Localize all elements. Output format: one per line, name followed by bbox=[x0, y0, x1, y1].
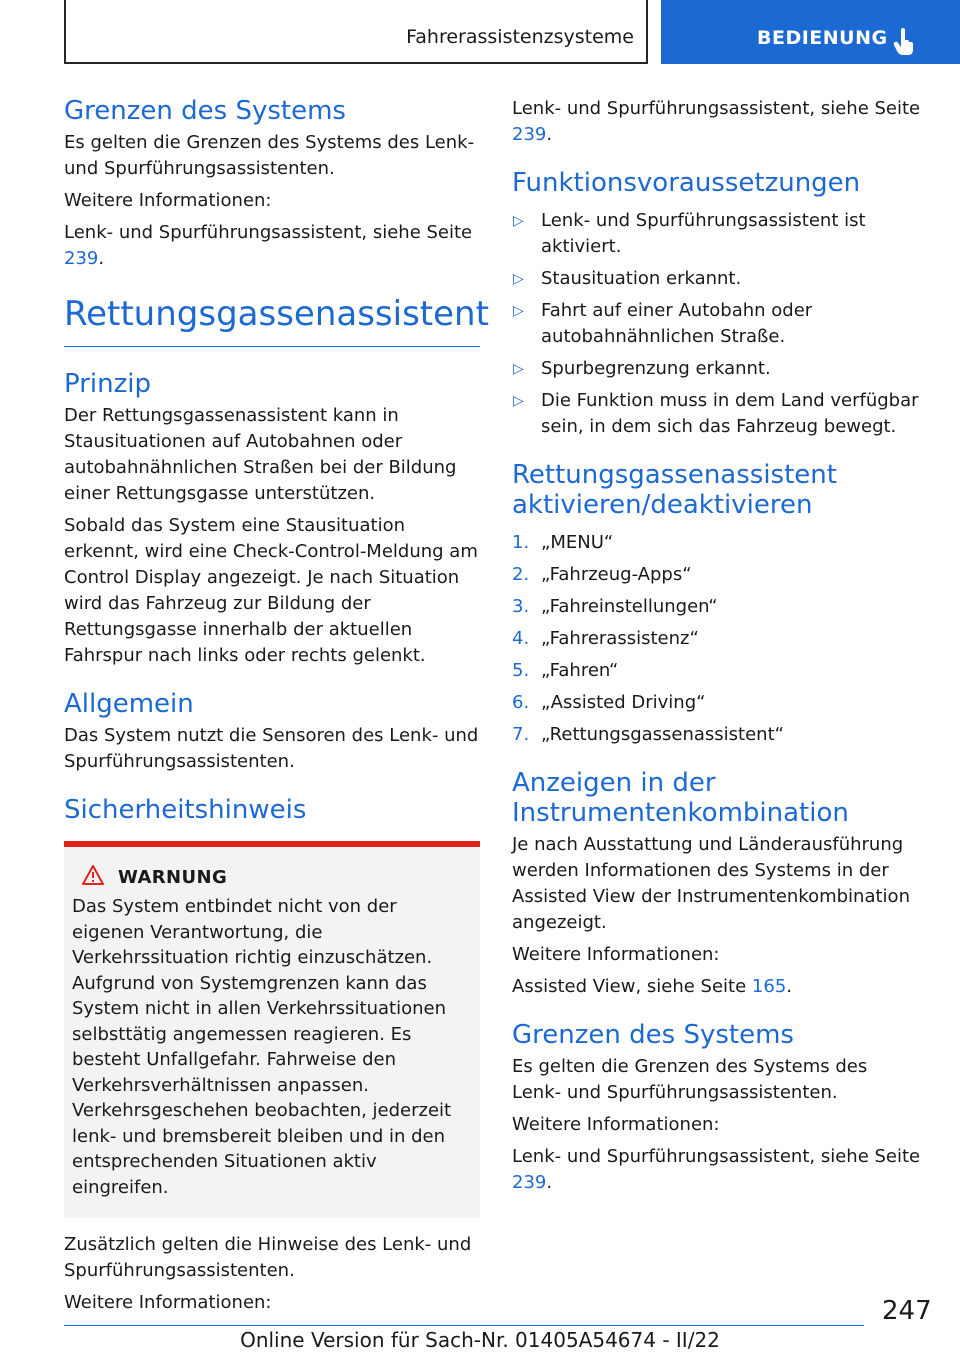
triangle-bullet-icon: ▷ bbox=[513, 393, 524, 409]
triangle-bullet-icon: ▷ bbox=[513, 303, 524, 319]
principle-paragraph-1: Der Rettungsgassenassistent kann in Stausituationen auf Autobahnen oder autobahnähnlichen Straßen bei der Bildung einer Rettungsgasse unterstützen. bbox=[64, 405, 457, 504]
main-heading: Rettungsgassenassistent bbox=[64, 292, 480, 347]
more-info-label-2: Weitere Informationen: bbox=[512, 1114, 720, 1135]
steps-list bbox=[512, 530, 922, 748]
warning-box bbox=[64, 841, 480, 1218]
list-item: ▷ Fahrt auf einer Autobahn oder autobahnähnlichen Straße. bbox=[513, 300, 813, 347]
section-heading-display: Anzeigen in der Instrumentenkombination bbox=[512, 768, 849, 828]
more-info-label: Weitere Informationen: bbox=[512, 944, 720, 965]
section-heading-safety: Sicherheitshinweis bbox=[64, 795, 307, 825]
warning-title: WARNUNG bbox=[118, 867, 228, 888]
warning-header bbox=[72, 865, 472, 888]
reference-paragraph-top bbox=[512, 96, 922, 148]
reference-end: . bbox=[98, 248, 105, 269]
page-link[interactable]: 165 bbox=[751, 976, 787, 997]
additional-text: Zusätzlich gelten die Hinweise des Lenk- und Spurführungsassistenten. bbox=[64, 1234, 472, 1281]
limits-text-right: Es gelten die Grenzen des Systems des Lenk- und Spurführungsassistenten. bbox=[512, 1056, 868, 1103]
header-chapter-box bbox=[64, 0, 648, 64]
reference-text: Lenk- und Spurführungsassistent, siehe Seite bbox=[512, 98, 921, 119]
triangle-bullet-icon: ▷ bbox=[513, 361, 524, 377]
page-link[interactable]: 239 bbox=[512, 124, 547, 145]
footer-online-version: Online Version für Sach-Nr. 01405A54674 - II/22 bbox=[240, 1328, 720, 1352]
right-column bbox=[512, 96, 922, 1202]
section-heading-activate: Rettungsgassenassistent aktivieren/deaktivieren bbox=[512, 460, 837, 520]
warning-triangle-icon bbox=[82, 865, 104, 885]
page-link[interactable]: 239 bbox=[512, 1172, 547, 1193]
triangle-bullet-icon: ▷ bbox=[513, 271, 524, 287]
reference-text: Lenk- und Spurführungsassistent, siehe Seite bbox=[64, 222, 473, 243]
step-item: 2. „Fahrzeug-Apps“ bbox=[512, 564, 692, 585]
general-text: Das System nutzt die Sensoren des Lenk- und Spurführungsassistenten. bbox=[64, 725, 479, 772]
step-item: 3. „Fahreinstellungen“ bbox=[512, 596, 718, 617]
chapter-title: Fahrerassistenzsysteme bbox=[406, 26, 634, 48]
section-heading-principle: Prinzip bbox=[64, 369, 151, 399]
step-item: 6. „Assisted Driving“ bbox=[512, 692, 706, 713]
more-info-label-2: Weitere Informationen: bbox=[64, 1292, 272, 1313]
list-item: ▷ Lenk- und Spurführungsassistent ist aktiviert. bbox=[513, 210, 866, 257]
reference-end: . bbox=[546, 124, 553, 145]
footer-divider bbox=[64, 1325, 864, 1326]
section-heading-limits-right: Grenzen des Systems bbox=[512, 1020, 794, 1050]
header-section-box bbox=[661, 0, 960, 64]
step-item: 5. „Fahren“ bbox=[512, 660, 619, 681]
reference-paragraph bbox=[64, 220, 480, 272]
limits-text: Es gelten die Grenzen des Systems des Lenk- und Spurführungsassistenten. bbox=[64, 132, 475, 179]
page-link[interactable]: 239 bbox=[64, 248, 99, 269]
requirements-list bbox=[512, 208, 922, 440]
assisted-view-reference: Assisted View, siehe Seite 165. bbox=[512, 976, 793, 997]
list-item: ▷ Spurbegrenzung erkannt. bbox=[512, 356, 922, 382]
page-number: 247 bbox=[882, 1296, 932, 1326]
more-info-label: Weitere Informationen: bbox=[64, 190, 272, 211]
list-item: ▷ Stausituation erkannt. bbox=[512, 266, 922, 292]
step-item: 4. „Fahrerassistenz“ bbox=[512, 628, 699, 649]
section-heading-limits: Grenzen des Systems bbox=[64, 96, 346, 126]
pointing-hand-icon bbox=[893, 28, 915, 56]
list-item: ▷ Die Funktion muss in dem Land verfügbar sein, in dem sich das Fahrzeug bewegt. bbox=[513, 390, 919, 437]
section-heading-requirements: Funktionsvoraussetzungen bbox=[512, 168, 861, 198]
principle-paragraph-2: Sobald das System eine Stausituation erkennt, wird eine Check-Control-Meldung am Control Display angezeigt. Je nach Situation wird das Fahrzeug zur Bildung der Rettungsgasse innerhalb der aktuellen Fahrspur nach links oder rechts gelenkt. bbox=[64, 515, 478, 666]
display-text: Je nach Ausstattung und Länderausführung werden Informationen des Systems in der Assisted View der Instrumentenkombination angezeigt. bbox=[512, 834, 910, 933]
warning-text: Das System entbindet nicht von der eigenen Verantwortung, die Verkehrssituation richtig einzuschätzen. Aufgrund von Systemgrenzen kann das System nicht in allen Verkehrssituationen selbsttätig angemessen reagieren. Es besteht Unfallgefahr. Fahrweise den Verkehrsverhältnissen anpassen. Verkehrsgeschehen beobachten, jederzeit lenk- und bremsbereit bleiben und in den entsprechenden Situationen aktiv eingreifen. bbox=[72, 896, 452, 1198]
section-heading-general: Allgemein bbox=[64, 689, 194, 719]
step-item: 1. „MENU“ bbox=[512, 532, 614, 553]
step-item: 7. „Rettungsgassenassistent“ bbox=[512, 724, 784, 745]
section-title: BEDIENUNG bbox=[757, 27, 888, 49]
left-column bbox=[64, 96, 489, 1322]
triangle-bullet-icon: ▷ bbox=[513, 213, 524, 229]
reference-paragraph-bottom: Lenk- und Spurführungsassistent, siehe Seite 239. bbox=[512, 1146, 921, 1193]
